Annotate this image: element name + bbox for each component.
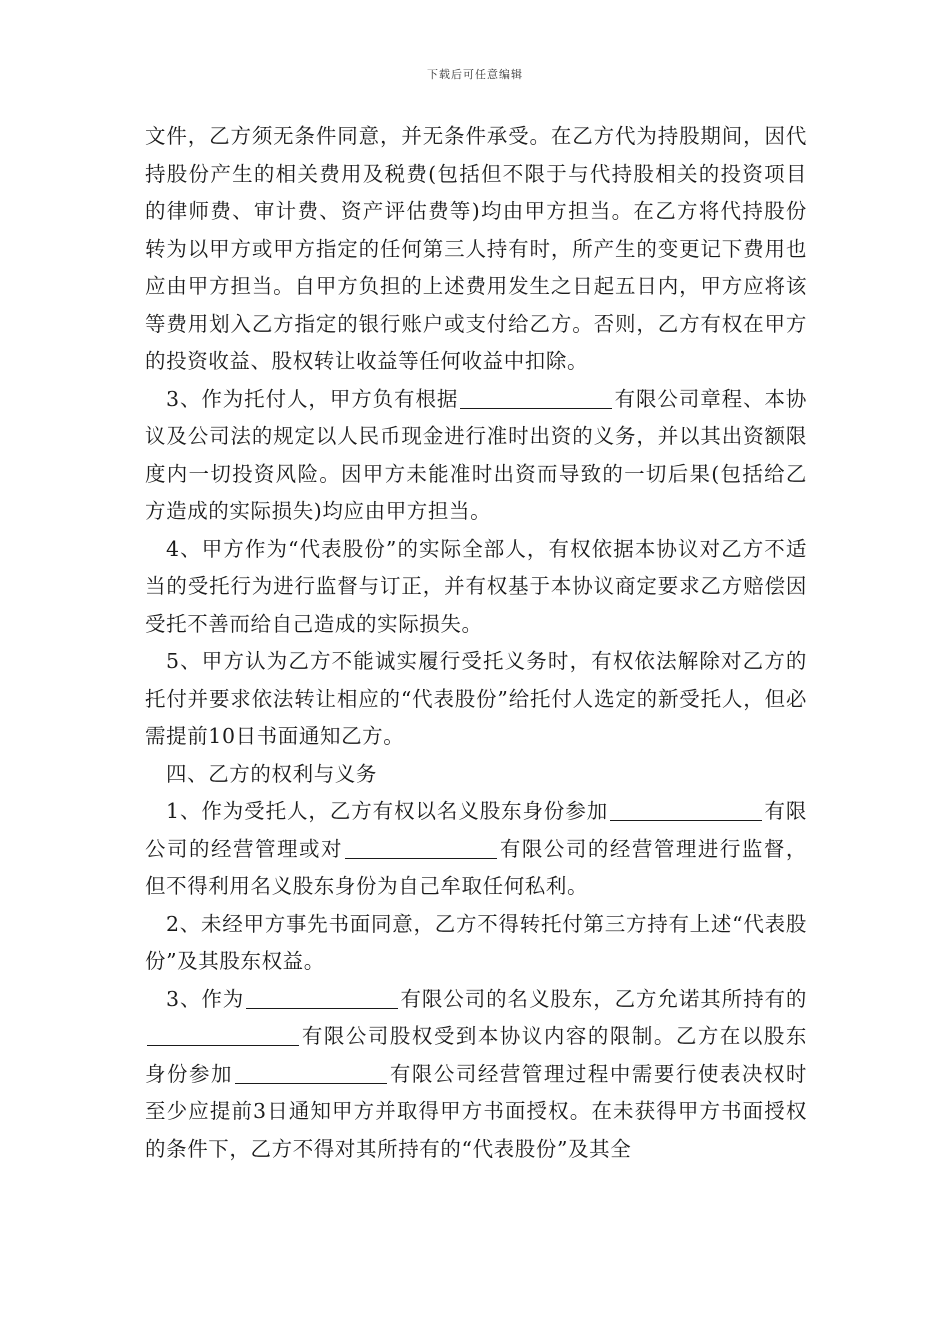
text-segment: 有限公司的经营管理进行监督，但不得利用名义股东身份为自己牟取任何私利。 — [145, 836, 807, 898]
text-segment: 有限公司的经营管理或对 — [145, 799, 807, 861]
text-segment: 3、作为 — [166, 986, 245, 1011]
text-segment: 有限公司经营管理过程中需要行使表决权时至少应提前3日通知甲方并取得甲方书面授权。在未获得甲方书面授权的条件下，乙方不得对其所持有的“代表股份”及其全 — [145, 1061, 807, 1161]
paragraph-party-b-item-1 — [145, 793, 807, 906]
section-heading-party-b-rights: 四、乙方的权利与义务 — [166, 761, 377, 786]
paragraph-party-a-item-5: 5、甲方认为乙方不能诚实履行受托义务时，有权依法解除对乙方的托付并要求依法转让相应的“代表股份”给托付人选定的新受托人，但必需提前10日书面通知乙方。 — [145, 649, 807, 748]
paragraph-party-b-item-3 — [145, 981, 807, 1169]
paragraph-party-a-item-4: 4、甲方作为“代表股份”的实际全部人，有权依据本协议对乙方不适当的受托行为进行监督与订正，并有权基于本协议商定要求乙方赔偿因受托不善而给自己造成的实际损失。 — [145, 536, 807, 636]
blank-company-name — [460, 384, 612, 409]
blank-company-name — [235, 1059, 387, 1084]
paragraph-party-a-item-3 — [145, 381, 807, 531]
blank-company-name — [147, 1021, 299, 1046]
text-segment: 有限公司股权受到本协议内容的限制。乙方在以股东身份参加 — [145, 1024, 807, 1086]
blank-company-name — [246, 984, 398, 1009]
paragraph-fee-clause: 文件，乙方须无条件同意，并无条件承受。在乙方代为持股期间，因代持股份产生的相关费用及税费(包括但不限于与代持股相关的投资项目的律师费、审计费、资产评估费等)均由甲方担当。在乙方将代持股份转为以甲方或甲方指定的任何第三人持有时，所产生的变更记下费用也应由甲方担当。自甲方负担的上述费用发生之日起五日内，甲方应将该等费用划入乙方指定的银行账户或支付给乙方。否则，乙方有权在甲方的投资收益、股权转让收益等任何收益中扣除。 — [145, 124, 807, 373]
document-body — [145, 118, 807, 1168]
text-segment: 3、作为托付人，甲方负有根据 — [166, 386, 459, 411]
text-segment: 有限公司的名义股东，乙方允诺其所持有的 — [400, 986, 807, 1011]
blank-company-name — [345, 834, 497, 859]
page-header: 下载后可任意编辑 — [427, 68, 523, 81]
paragraph-party-b-item-2: 2、未经甲方事先书面同意，乙方不得转托付第三方持有上述“代表股份”及其股东权益。 — [145, 911, 807, 973]
text-segment: 有限公司章程、本协议及公司法的规定以人民币现金进行准时出资的义务，并以其出资额限度内一切投资风险。因甲方未能准时出资而导致的一切后果(包括给乙方造成的实际损失)均应由甲方担当。 — [145, 386, 807, 523]
text-segment: 1、作为受托人，乙方有权以名义股东身份参加 — [166, 799, 609, 823]
blank-company-name — [610, 796, 762, 821]
